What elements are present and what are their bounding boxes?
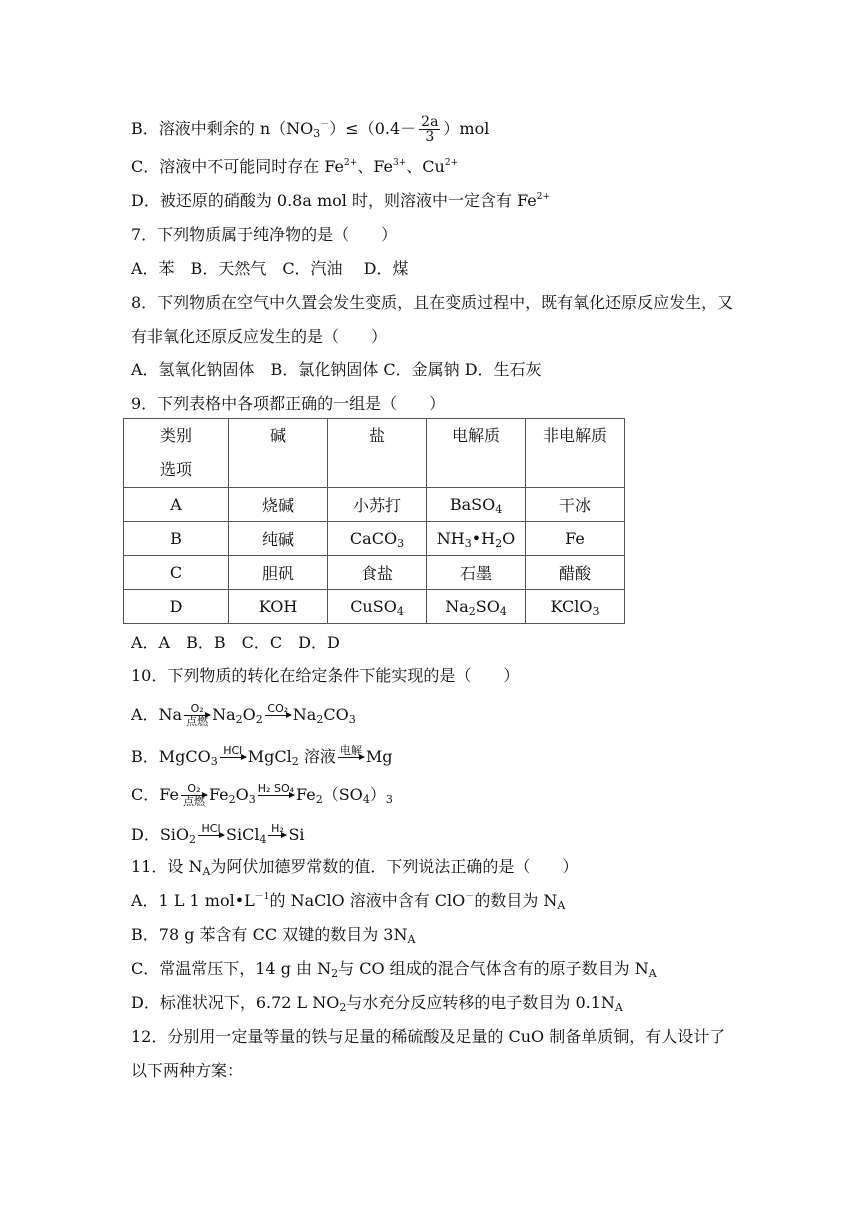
q8-options: A．氢氧化钠固体 B．氯化钠固体 C．金属钠 D．生石灰 [131,360,542,379]
subscript: 3 [348,713,356,726]
q11-text: 11．设 N [131,857,203,876]
subscript: 4 [396,605,404,618]
q11c-text: 与 CO 组成的混合气体含有的原子数目为 N [338,959,649,978]
header-corner [124,419,229,488]
col-label: 非电解质 [542,426,607,445]
q6c-text-3: 、Cu [406,157,445,176]
formula: BaSO [449,495,496,514]
arrow-condition: 电解 [339,744,362,757]
q10-option-a [131,700,356,730]
subscript: 2 [189,833,197,846]
formula: MgCl [247,747,292,766]
q11-stem [131,857,578,877]
q11-text: 为阿伏加德罗常数的值．下列说法正确的是（ ） [210,857,579,876]
q6-option-b: B．溶液中剩余的 $n(NO_3^-)\le(0.4-$ $\frac{2a}{3}$ ）mol [131,114,490,145]
arrow-condition: O₂ [190,702,204,715]
table-cell: 干冰 [526,488,625,522]
formula: A．Na [131,705,183,724]
subscript: A [202,865,211,878]
table-cell: 石墨 [427,556,526,590]
fraction-numerator: 2a [421,114,439,130]
subscript: 3 [248,793,256,806]
table-row [124,556,625,590]
formula: NH [436,529,465,548]
q9-options: A．A B．B C．C D．D [131,633,340,652]
col-label: 电解质 [451,426,500,445]
arrow-condition: 点燃 [182,795,205,808]
subscript: 3 [464,537,472,550]
table-cell: D [124,590,229,624]
q11-option-a [131,891,565,911]
q9-table [123,418,625,624]
q6b-text-2: ）≤（0.4－ [329,119,417,138]
formula: CaCO [349,529,398,548]
subscript: 2 [339,1001,347,1014]
q10-option-c [131,780,393,810]
formula: B．MgCO [131,747,211,766]
charge: 3+ [393,158,407,168]
formula: D．SiO [131,825,190,844]
formula: CuSO [350,597,397,616]
reaction-arrow [220,745,246,770]
table-cell: 烧碱 [229,488,328,522]
q6b-text-3: ）mol [443,119,490,138]
table-row [124,590,625,624]
arrow-condition: 点燃 [186,715,209,728]
table-cell: A [124,488,229,522]
fraction-denominator: 3 [425,129,435,145]
reaction-arrow [198,823,224,848]
header-cell [427,419,526,488]
formula: Na [292,705,317,724]
q6c-text: C．溶液中不可能同时存在 Fe [131,157,345,176]
subscript: 2 [255,713,263,726]
q11a-text: 的 NaClO 溶液中含有 ClO [269,891,466,910]
q6-option-d [131,191,550,211]
subscript: 2 [331,967,339,980]
subscript: 3 [592,605,600,618]
table-row [124,488,625,522]
q6b-ion-charge: － [320,120,330,130]
formula: Mg [365,747,393,766]
formula: KClO [550,597,593,616]
arrow-condition: O₂ [187,782,201,795]
col-label: 盐 [368,426,385,445]
table-header-row [124,419,625,488]
arrow-condition: HCl [223,744,243,757]
q6b-text-1: B．溶液中剩余的 n（NO [131,119,314,138]
formula: Fe [208,785,229,804]
subscript: 3 [385,793,393,806]
subscript: 4 [362,793,370,806]
charge: 2+ [344,158,358,168]
q8-stem: 8．下列物质在空气中久置会发生变质，且在变质过程中，既有氧化还原反应发生，又有非氧化还原反应发生的是（ ） [131,293,734,346]
subscript: A [407,933,416,946]
superscript: －1 [254,892,270,902]
formula: Na [445,597,469,616]
formula: CO [323,705,349,724]
table-cell: 纯碱 [229,522,328,556]
table-cell: 小苏打 [328,488,427,522]
arrow-condition: CO₂ [267,702,289,715]
formula: ） [369,785,386,804]
table-cell: KOH [229,590,328,624]
q12-stem: 12．分别用一定量等量的铁与足量的稀硫酸及足量的 CuO 制备单质铜，有人设计了以下两种方案： [131,1027,726,1080]
table-cell [427,522,526,556]
subscript: 2 [316,713,324,726]
q7-options: A．苯 B．天然气 C．汽油 D．煤 [131,259,409,278]
q10-option-b [131,742,392,772]
reaction-arrow [265,703,291,728]
arrow-condition: H₂ SO₄ [257,782,295,795]
q11b-text: B．78 g 苯含有 CC 双键的数目为 3N [131,925,408,944]
header-cell [328,419,427,488]
arrow-condition: HCl [201,822,221,835]
table-cell [427,590,526,624]
q11-option-b [131,925,415,945]
table-row [124,522,625,556]
subscript: A [557,899,566,912]
table-cell [328,590,427,624]
q10-stem: 10．下列物质的转化在给定条件下能实现的是（ ） [131,666,520,685]
formula: C．Fe [131,785,179,804]
q11-option-d [131,993,623,1013]
q6b-fraction [419,115,440,144]
table-cell: 胆矾 [229,556,328,590]
formula: O [502,529,516,548]
formula: Na [212,705,236,724]
subscript: 2 [235,713,243,726]
table-cell [427,488,526,522]
formula: （SO [322,785,363,804]
subscript: 3 [397,537,405,550]
reaction-arrow [258,783,294,808]
q11d-text: D．标准状况下，6.72 L NO [131,993,340,1012]
table-cell: 醋酸 [526,556,625,590]
q11-option-c [131,959,657,979]
q6-option-c [131,157,458,177]
subscript: 2 [468,605,476,618]
q11c-text: C．常温常压下，14 g 由 N [131,959,332,978]
subscript: 4 [499,605,507,618]
q7-stem: 7．下列物质属于纯净物的是（ ） [131,225,398,244]
reaction-arrow [268,823,286,848]
header-top-label: 类别 [159,426,192,445]
table-cell [526,590,625,624]
subscript: 2 [495,537,503,550]
reaction-arrow [184,703,210,728]
reaction-arrow [338,745,364,770]
formula: •H [471,529,496,548]
q11a-text: 的数目为 N [474,891,558,910]
subscript: A [614,1001,623,1014]
subscript: 4 [259,833,267,846]
table-cell: C [124,556,229,590]
subscript: 2 [228,793,236,806]
table-cell: B [124,522,229,556]
subscript: A [648,967,657,980]
table-cell: 食盐 [328,556,427,590]
header-cell [229,419,328,488]
formula: 溶液 [298,747,336,766]
header-bottom-label: 选项 [159,460,192,479]
charge: 2+ [444,158,459,168]
subscript: 3 [210,755,218,768]
formula: O [235,785,249,804]
formula: O [242,705,256,724]
charge: 2+ [536,192,551,202]
formula: Fe [296,785,316,804]
subscript: 4 [495,503,503,516]
formula: SO [475,597,500,616]
subscript: 2 [315,793,323,806]
formula: SiCl [226,825,260,844]
q6d-text: D．被还原的硝酸为 0.8a mol 时，则溶液中一定含有 Fe [131,191,537,210]
table-cell: Fe [526,522,625,556]
subscript: 2 [291,755,299,768]
formula: Si [288,825,305,844]
col-label: 碱 [269,426,286,445]
q10-option-d [131,820,305,850]
q9-stem: 9．下列表格中各项都正确的一组是（ ） [131,394,446,413]
reaction-arrow [181,783,207,808]
superscript: － [465,892,475,902]
q11d-text: 与水充分反应转移的电子数目为 0.1N [346,993,615,1012]
header-cell [526,419,625,488]
arrow-condition: H₂ [271,822,284,835]
q6c-text-2: 、Fe [357,157,394,176]
table-cell [328,522,427,556]
q11a-text: A．1 L 1 mol•L [131,891,255,910]
